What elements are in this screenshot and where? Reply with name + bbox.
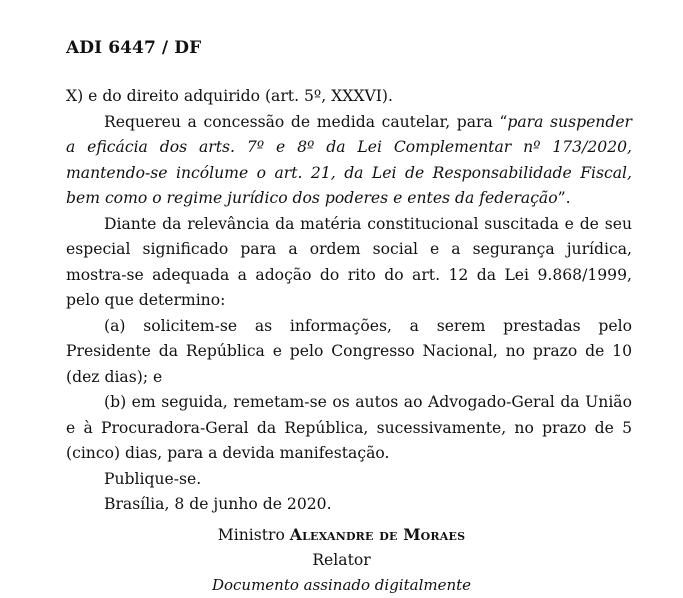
signature-role: Relator — [312, 551, 371, 569]
request-quote: para suspender a eficácia dos arts. 7º e 8º da Lei Complementar nº 173/2020, mantendo-se incólume o art. 21, da Lei de Responsabilidade Fiscal, bem como o regime jurídico dos poderes e entes da federação — [66, 112, 632, 207]
decision-body — [66, 84, 632, 518]
paragraph-request — [66, 110, 632, 212]
signature-name: Alexandre de Moraes — [289, 525, 466, 544]
signature-prefix: Ministro — [217, 526, 290, 544]
signature-name-line — [0, 522, 683, 548]
paragraph-date-place: Brasília, 8 de junho de 2020. — [104, 495, 332, 513]
paragraph-publish: Publique-se. — [104, 469, 202, 488]
paragraph-continuation: X) e do direito adquirido (art. 5º, XXXVI). — [66, 87, 393, 105]
request-quote-close: ”. — [557, 189, 571, 207]
digital-signature-note: Documento assinado digitalmente — [211, 576, 472, 594]
case-number-header: ADI 6447 / DF — [66, 38, 202, 58]
paragraph-reasoning: Diante da relevância da matéria constitucional suscitada e de seu especial significado para a ordem social e a segurança jurídica, mostra-se adequada a adoção do rito do art. 12 da Lei 9.868/1999, pelo que determino: — [66, 214, 632, 309]
signature-block — [0, 522, 683, 598]
paragraph-order-a: (a) solicitem-se as informações, a serem prestadas pelo Presidente da República e pelo Congresso Nacional, no prazo de 10 (dez dias); e — [66, 316, 632, 386]
request-lead-text: Requereu a concessão de medida cautelar, para “ — [104, 112, 508, 131]
paragraph-order-b: (b) em seguida, remetam-se os autos ao Advogado-Geral da União e à Procuradora-Geral da República, sucessivamente, no prazo de 5 (cinco) dias, para a devida manifestação. — [66, 393, 632, 462]
